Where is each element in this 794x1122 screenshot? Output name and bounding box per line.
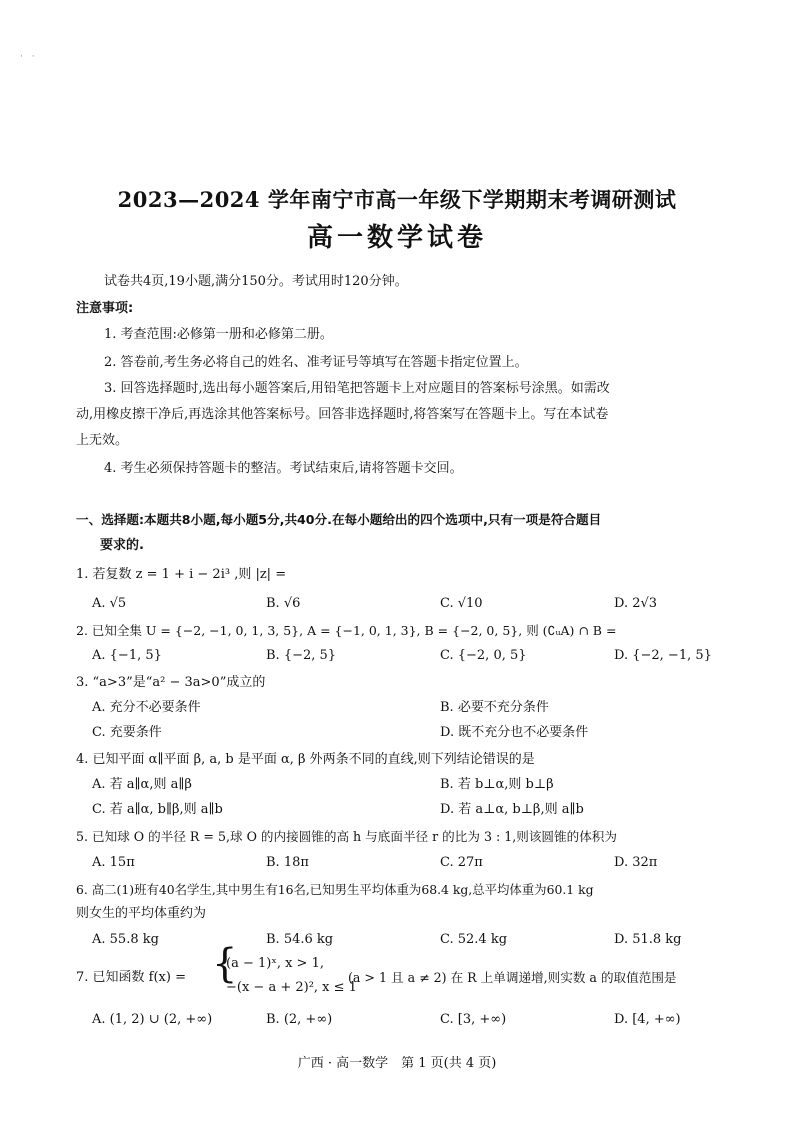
question-stem-cont: (a > 1 且 a ≠ 2) 在 R 上单调递增,则实数 a 的取值范围是 (348, 970, 677, 985)
option-d: D. [4, +∞) (614, 1012, 681, 1027)
option-c: C. 充要条件 (92, 725, 162, 740)
question-stem: 1. 若复数 z = 1 + i − 2i³ ,则 |z| = (76, 567, 287, 582)
option-b: B. (2, +∞) (266, 1012, 333, 1027)
notice-item: 4. 考生必须保持答题卡的整洁。考试结束后,请将答题卡交回。 (104, 461, 463, 476)
exam-subtitle: 高一数学试卷 (306, 223, 487, 253)
option-a: A. (1, 2) ∪ (2, +∞) (92, 1012, 213, 1027)
option-c: C. [3, +∞) (440, 1012, 507, 1027)
left-brace-icon: { (212, 941, 238, 987)
option-d: D. 32π (614, 855, 658, 870)
option-c: C. 52.4 kg (440, 932, 508, 947)
exam-intro: 试卷共4页,19小题,满分150分。考试用时120分钟。 (104, 274, 408, 289)
option-b: B. {−2, 5} (266, 648, 337, 663)
option-d: D. 2√3 (614, 596, 658, 611)
exam-title: 2023—2024 学年南宁市高一年级下学期期末考调研测试 (117, 187, 677, 212)
question-stem: 2. 已知全集 U = {−2, −1, 0, 1, 3, 5}, A = {−1, 0, 1, 3}, B = {−2, 0, 5}, 则 (∁ᵤA) ∩ B = (76, 623, 617, 638)
option-a: A. 若 a∥α,则 a∥β (92, 777, 192, 792)
option-c: C. 27π (440, 855, 483, 870)
notice-item: 上无效。 (76, 433, 129, 448)
option-d: D. 既不充分也不必要条件 (440, 725, 589, 740)
option-b: B. 54.6 kg (266, 932, 334, 947)
option-d: D. 若 a⊥α, b⊥β,则 a∥b (440, 802, 584, 817)
option-b: B. 必要不充分条件 (440, 700, 549, 715)
option-d: D. 51.8 kg (614, 932, 682, 947)
question-stem-cont: 则女生的平均体重约为 (76, 906, 207, 921)
notice-item: 1. 考查范围:必修第一册和必修第二册。 (104, 327, 333, 342)
notice-item: 2. 答卷前,考生务必将自己的姓名、准考证号等填写在答题卡指定位置上。 (104, 355, 528, 370)
notice-heading: 注意事项: (76, 301, 134, 316)
scan-specks: · · (20, 52, 38, 62)
option-b: B. 若 b⊥α,则 b⊥β (440, 777, 554, 792)
option-c: C. {−2, 0, 5} (440, 648, 527, 663)
piece-upper: (a − 1)ˣ, x > 1, (226, 956, 324, 971)
section-heading: 一、选择题:本题共8小题,每小题5分,共40分.在每小题给出的四个选项中,只有一项是符合题目 (76, 512, 602, 527)
notice-item: 动,用橡皮擦干净后,再选涂其他答案标号。回答非选择题时,将答案写在答题卡上。写在本试卷 (76, 407, 609, 422)
question-stem: 4. 已知平面 α∥平面 β, a, b 是平面 α, β 外两条不同的直线,则下列结论错误的是 (76, 752, 535, 767)
option-c: C. 若 a∥α, b∥β,则 a∥b (92, 802, 223, 817)
option-a: A. 充分不必要条件 (92, 700, 201, 715)
option-a: A. {−1, 5} (92, 648, 162, 663)
option-d: D. {−2, −1, 5} (614, 648, 712, 663)
option-a: A. 55.8 kg (92, 932, 159, 947)
page-footer: 广西 · 高一数学 第 1 页(共 4 页) (297, 1056, 497, 1071)
question-stem: 7. 已知函数 f(x) = (76, 970, 186, 985)
option-b: B. 18π (266, 855, 309, 870)
option-c: C. √10 (440, 596, 483, 611)
notice-item: 3. 回答选择题时,选出每小题答案后,用铅笔把答题卡上对应题目的答案标号涂黑。如需改 (104, 381, 610, 396)
question-stem: 3. “a>3”是“a² − 3a>0”成立的 (76, 675, 266, 690)
option-a: A. √5 (92, 596, 127, 611)
piece-lower: −(x − a + 2)², x ≤ 1 (226, 980, 357, 995)
option-a: A. 15π (92, 855, 135, 870)
option-b: B. √6 (266, 596, 301, 611)
question-stem: 6. 高二(1)班有40名学生,其中男生有16名,已知男生平均体重为68.4 kg,总平均体重为60.1 kg (76, 882, 594, 897)
section-heading-cont: 要求的. (100, 538, 144, 553)
question-stem: 5. 已知球 O 的半径 R = 5,球 O 的内接圆锥的高 h 与底面半径 r 的比为 3 : 1,则该圆锥的体积为 (76, 829, 617, 844)
